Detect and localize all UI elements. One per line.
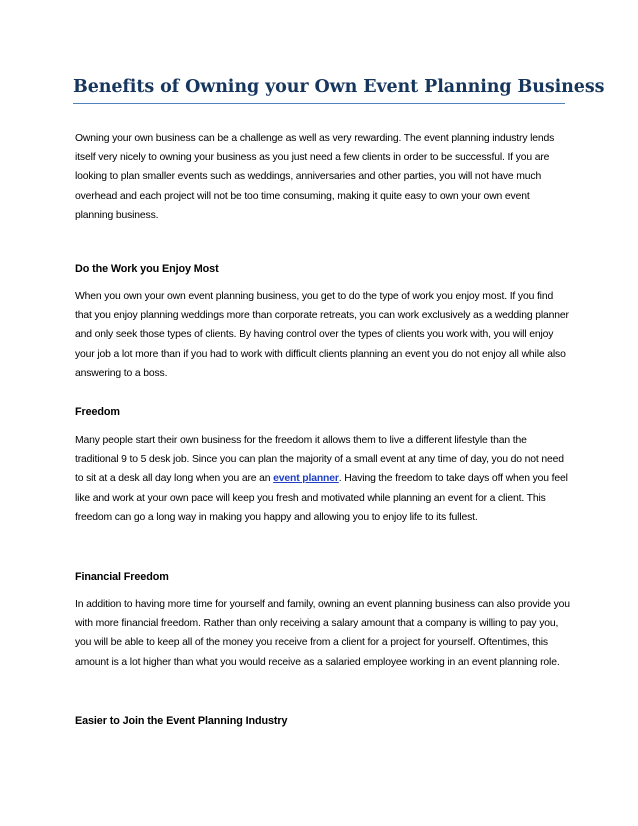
document-title: Benefits of Owning your Own Event Planning Business — [73, 77, 605, 97]
section-paragraph: When you own your own event planning business, you get to do the type of work you enjoy most. If you find that you enjoy planning weddings more than corporate retreats, you can work exclusively as a wedding planner and only seek those types of clients. By having control over the types of clients you work with, you will enjoy your job a lot more than if you had to work with difficult clients planning an event you do not enjoy all while also answering to a boss. — [75, 291, 569, 379]
intro-section — [75, 129, 570, 225]
paragraph-text: . Having the freedom to take days off when you feel like and work at your own pace will keep you fresh and motivated while planning an event for a client. This freedom can go a long way in making you happy and allowing you to enjoy life to its fullest. — [75, 473, 568, 523]
title-block — [73, 74, 605, 104]
section-freedom — [75, 404, 570, 420]
section-paragraph — [75, 431, 570, 527]
paragraph-text: Many people start their own business for the freedom it allows them to live a different lifestyle than the traditional 9 to 5 desk job. Since you can plan the majority of a small event at any time of day, you do not need to sit at a desk all day long when you are an — [75, 435, 564, 485]
section-heading: Financial Freedom — [75, 571, 169, 583]
section-freedom-body — [75, 431, 570, 527]
section-financial-freedom — [75, 569, 570, 585]
section-heading: Do the Work you Enjoy Most — [75, 263, 219, 275]
section-paragraph: In addition to having more time for yourself and family, owning an event planning business can also provide you with more financial freedom. Rather than only receiving a salary amount that a company is willing to pay you, you will be able to keep all of the money you receive from a client for a project for yourself. Oftentimes, this amount is a lot higher than what you would receive as a salaried employee working in an event planning role. — [75, 599, 570, 668]
section-work-you-enjoy — [75, 261, 570, 277]
section-financial-freedom-body — [75, 595, 570, 672]
intro-paragraph: Owning your own business can be a challenge as well as very rewarding. The event planning industry lends itself very nicely to owning your business as you just need a few clients in order to be successful. If you are looking to plan smaller events such as weddings, anniversaries and other parties, you will not have much overhead and each project will not be too time consuming, making it quite easy to own your own event planning business. — [75, 133, 555, 221]
section-easier-to-join — [75, 713, 570, 729]
section-heading: Easier to Join the Event Planning Industry — [75, 715, 288, 727]
section-work-you-enjoy-body — [75, 287, 570, 383]
section-heading: Freedom — [75, 406, 120, 418]
event-planner-link[interactable]: event planner — [273, 473, 339, 485]
